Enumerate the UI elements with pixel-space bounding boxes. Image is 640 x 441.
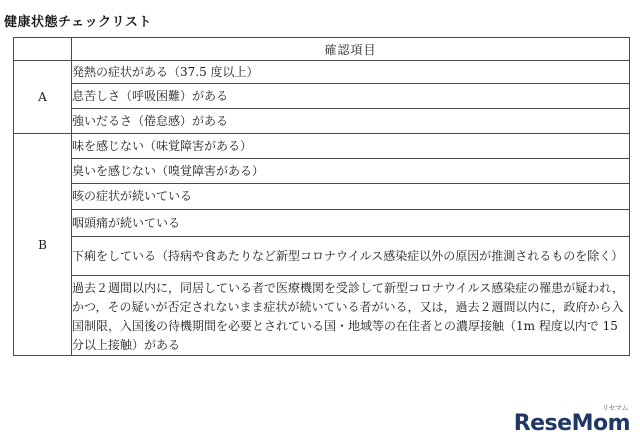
header-empty-cell <box>14 38 72 61</box>
table-row <box>14 237 630 276</box>
table-header-row <box>14 38 630 61</box>
resemom-logo <box>513 404 630 436</box>
check-item: 咳の症状が続いている <box>72 184 630 210</box>
check-item: 臭いを感じない（嗅覚障害がある） <box>72 159 630 184</box>
check-item: 下痢をしている（持病や食あたりなど新型コロナウイルス感染症以外の原因が推測されるものを除く） <box>72 237 630 276</box>
table-row <box>14 210 630 237</box>
health-checklist-table <box>13 37 630 356</box>
table-row <box>14 184 630 210</box>
check-item: 息苦しさ（呼吸困難）がある <box>72 84 630 109</box>
check-item: 発熱の症状がある（37.5 度以上） <box>72 61 630 84</box>
check-item: 味を感じない（味覚障害がある） <box>72 134 630 159</box>
check-item: 咽頭痛が続いている <box>72 210 630 237</box>
page-title: 健康状態チェックリスト <box>4 15 152 30</box>
check-item: 過去２週間以内に，同居している者で医療機関を受診して新型コロナウイルス感染症の罹患が疑われ，かつ，その疑いが否定されないまま症状が続いている者がいる，又は，過去２週間以内に，政府から入国制限，入国後の待機期間を必要とされている国・地域等の在住者との濃厚接触（1m 程度以内で 15 分以上接触）がある <box>72 276 630 356</box>
table-row <box>14 109 630 134</box>
table-row <box>14 84 630 109</box>
table-row <box>14 61 630 84</box>
table-row <box>14 159 630 184</box>
group-label-b: B <box>14 134 72 356</box>
table-row <box>14 134 630 159</box>
group-label-a: A <box>14 61 72 134</box>
logo-subtext: リセマム <box>602 404 628 412</box>
check-item: 強いだるさ（倦怠感）がある <box>72 109 630 134</box>
logo-text: ReseMom <box>513 411 630 436</box>
table-row <box>14 276 630 356</box>
header-cell-check-items: 確認項目 <box>72 38 630 61</box>
